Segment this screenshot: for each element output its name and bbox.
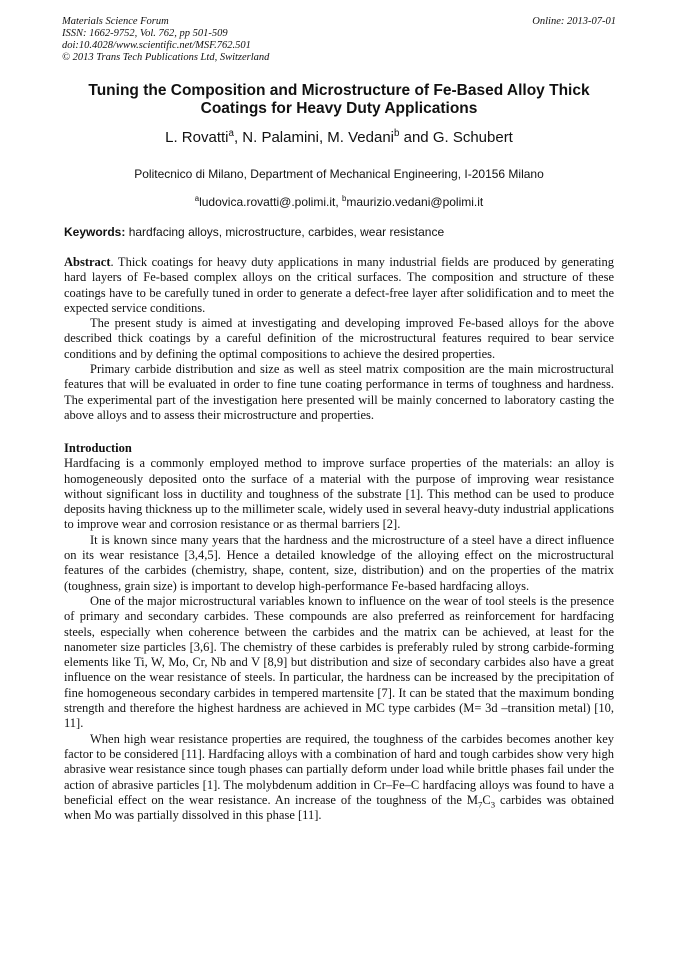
abstract-text-1: . Thick coatings for heavy duty applications in many industrial fields are produced by generating hard layers of Fe-based complex alloys on the critical surfaces. The composition and structure of these coatings have to be carefully tuned in order to generate a defect-free layer after solidification and to meet the expected service conditions. — [64, 255, 614, 315]
intro-paragraph-1: Hardfacing is a commonly employed method to improve surface properties of the materials: an alloy is homogeneously deposited onto the surface of a material with the purpose of improving wear resistance without significant loss in ductility and toughness of the substrate [1]. This method can be used to produce deposits having thickness up to the millimeter scale, widely used in several heavy-duty industrial applications to improve wear and corrosion resistance or as thermal barriers [2]. — [64, 456, 614, 532]
online-date: Online: 2013-07-01 — [532, 16, 616, 27]
keywords-line — [64, 225, 614, 240]
intro-p4-text-a: When high wear resistance properties are required, the toughness of the carbides becomes another key factor to be considered [11]. Hardfacing alloys with a combination of hard and tough carbides show very high abrasive wear resistance since tough phases can partially deform under load while brittle phases fail under the action of abrasive particles [1]. The molybdenum addition in Cr–Fe–C hardfacing alloys was found to have a beneficial effect on the wear resistance. An increase of the toughness of the M — [64, 731, 614, 807]
abstract-paragraph-2: The present study is aimed at investigating and developing improved Fe-based alloys for the above described thick coatings by a careful definition of the microstructural features required to bear service conditions and by defining the optimal compositions to achieve the desired properties. — [64, 316, 614, 361]
email-rovatti: ludovica.rovatti@.polimi.it, — [199, 195, 342, 209]
abstract-paragraph — [64, 255, 614, 316]
intro-p4-sub-7: 7 — [478, 799, 483, 810]
abstract-label: Abstract — [64, 255, 111, 269]
abstract-paragraph-3: Primary carbide distribution and size as well as steel matrix composition are the main microstructural features that will be evaluated in order to fine tune coating performance in terms of toughness and hardness. The experimental part of the investigation here presented will be mainly concerned to laboratory casting the above alloys and to assess their microstructure and properties. — [64, 362, 614, 422]
keywords-text: hardfacing alloys, microstructure, carbides, wear resistance — [125, 225, 445, 239]
author-rovatti: L. Rovatti — [165, 129, 229, 146]
journal-header — [62, 16, 616, 64]
keywords-label: Keywords: — [64, 225, 126, 239]
copyright-line: © 2013 Trans Tech Publications Ltd, Switzerland — [62, 52, 270, 63]
intro-p4-text-c: C — [482, 792, 491, 807]
introduction-section — [64, 441, 614, 823]
author-list — [60, 128, 618, 148]
author-schubert: and G. Schubert — [399, 129, 513, 146]
affiliation: Politecnico di Milano, Department of Mechanical Engineering, I-20156 Milano — [134, 167, 544, 181]
intro-p4-text-end: carbides was obtained when Mo was partially dissolved in this phase [11]. — [64, 792, 614, 823]
intro-paragraph-4 — [64, 732, 614, 824]
email-line — [60, 195, 618, 210]
intro-paragraph-3: One of the major microstructural variables known to influence on the wear of tool steels is the presence of primary and secondary carbides. These compounds are also preferred as reinforcement for hardfacing steels, especially when coherence between the carbides and the matrix can be achieved, at least for the nanometer size particles [3,6]. The chemistry of these carbides is preferably ruled by strong carbide-forming elements like Ti, W, Mo, Cr, Nb and V [8,9] but distribution and size of secondary carbides also have a great influence on the wear resistance of steels. In particular, the hardness can be increased by the precipitation of fine homogeneous secondary carbides in tempered martensite [7]. It can be stated that the maximum bonding strength and therefore the highest hardness are achieved in MC type carbides (M= 3d –transition metal) [10, 11]. — [64, 593, 614, 731]
email-vedani: maurizio.vedani@polimi.it — [346, 195, 484, 209]
author-palamini-vedani: , N. Palamini, M. Vedani — [233, 129, 395, 146]
email-sup-a: a — [194, 194, 200, 203]
intro-paragraph-2: It is known since many years that the hardness and the microstructure of a steel have a direct influence on its wear resistance [3,4,5]. Hence a detailed knowledge of the alloying effect on the microstructural features of the carbides (chemistry, shape, content, size, distribution) and on the properties of the matrix (toughness, grain size) is important to develop high-performance Fe-based hardfacing alloys. — [64, 532, 614, 593]
issn-line: ISSN: 1662-9752, Vol. 762, pp 501-509 — [62, 28, 228, 39]
author-sup-a: a — [228, 128, 234, 139]
intro-p4-sub-3: 3 — [490, 799, 496, 810]
email-sup-b: b — [342, 194, 347, 203]
introduction-heading: Introduction — [64, 441, 132, 455]
journal-name: Materials Science Forum — [62, 16, 169, 27]
author-sup-b: b — [394, 128, 400, 139]
paper-title: Tuning the Composition and Microstructure of Fe-Based Alloy Thick Coatings for Heavy Duty Applications — [88, 82, 590, 117]
abstract-section — [64, 255, 614, 423]
doi-line: doi:10.4028/www.scientific.net/MSF.762.501 — [62, 40, 251, 51]
